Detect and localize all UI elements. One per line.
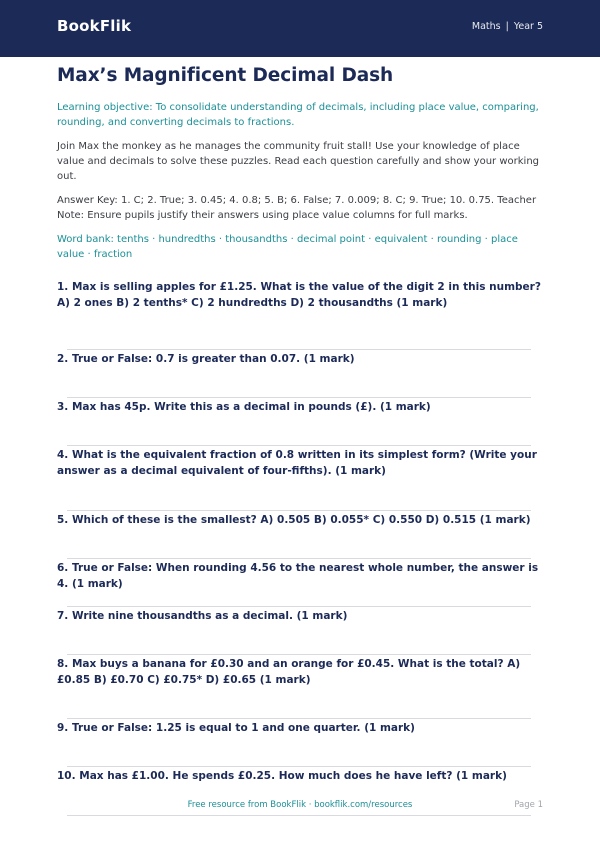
question-text: 3. Max has 45p. Write this as a decimal in pounds (£). (1 mark) xyxy=(57,401,431,413)
question-7 xyxy=(57,607,543,654)
question-8 xyxy=(57,655,543,718)
question-text: 9. True or False: 1.25 is equal to 1 and one quarter. (1 mark) xyxy=(57,722,415,734)
question-text: 7. Write nine thousandths as a decimal. (1 mark) xyxy=(57,610,348,622)
question-text: 6. True or False: When rounding 4.56 to the nearest whole number, the answer is 4. (1 mark) xyxy=(57,562,539,590)
intro-paragraph: Join Max the monkey as he manages the community fruit stall! Use your knowledge of place value and decimals to solve these puzzles. Read each question carefully and show your working out. xyxy=(57,141,540,182)
learning-objective: Learning objective: To consolidate understanding of decimals, including place value, comparing, rounding, and converting decimals to fractions. xyxy=(57,102,539,128)
question-1 xyxy=(57,279,543,349)
answer-line xyxy=(67,815,531,816)
page-number: Page 1 xyxy=(514,800,543,810)
question-list xyxy=(57,279,543,816)
question-text: 1. Max is selling apples for £1.25. What is the value of the digit 2 in this number? A) 2 ones B) 2 tenths* C) 2 hundredths D) 2 thousandths (1 mark) xyxy=(57,281,541,309)
page-header xyxy=(0,0,600,57)
question-5 xyxy=(57,511,543,558)
subject-year xyxy=(472,21,543,32)
worksheet-body xyxy=(57,62,543,816)
question-9 xyxy=(57,719,543,766)
question-6 xyxy=(57,559,543,606)
subject-label: Maths xyxy=(471,21,501,32)
question-text: 5. Which of these is the smallest? A) 0.505 B) 0.055* C) 0.550 D) 0.515 (1 mark) xyxy=(57,514,531,526)
question-text: 10. Max has £1.00. He spends £0.25. How much does he have left? (1 mark) xyxy=(57,770,507,782)
answer-key: Answer Key: 1. C; 2. True; 3. 0.45; 4. 0.8; 5. B; 6. False; 7. 0.009; 8. C; 9. True; 10. 0.75. Teacher Note: Ensure pupils justify their answers using place value columns for full marks. xyxy=(57,195,537,221)
brand-logo: BookFlik xyxy=(57,16,132,35)
question-text: 4. What is the equivalent fraction of 0.8 written in its simplest form? (Write your answer as a decimal equivalent of four-fifths). (1 mark) xyxy=(57,449,537,477)
word-bank: Word bank: tenths · hundredths · thousandths · decimal point · equivalent · rounding · place value · fraction xyxy=(57,234,518,260)
question-3 xyxy=(57,398,543,445)
question-2 xyxy=(57,350,543,397)
question-4 xyxy=(57,446,543,510)
question-text: 8. Max buys a banana for £0.30 and an orange for £0.45. What is the total? A) £0.85 B) £0.70 C) £0.75* D) £0.65 (1 mark) xyxy=(57,658,521,686)
question-text: 2. True or False: 0.7 is greater than 0.07. (1 mark) xyxy=(57,353,355,365)
year-label: Year 5 xyxy=(513,21,543,32)
page-title: Max’s Magnificent Decimal Dash xyxy=(57,65,394,86)
meta-separator: | xyxy=(505,21,509,32)
footer-resource-link[interactable]: Free resource from BookFlik · bookflik.com/resources xyxy=(187,800,413,810)
